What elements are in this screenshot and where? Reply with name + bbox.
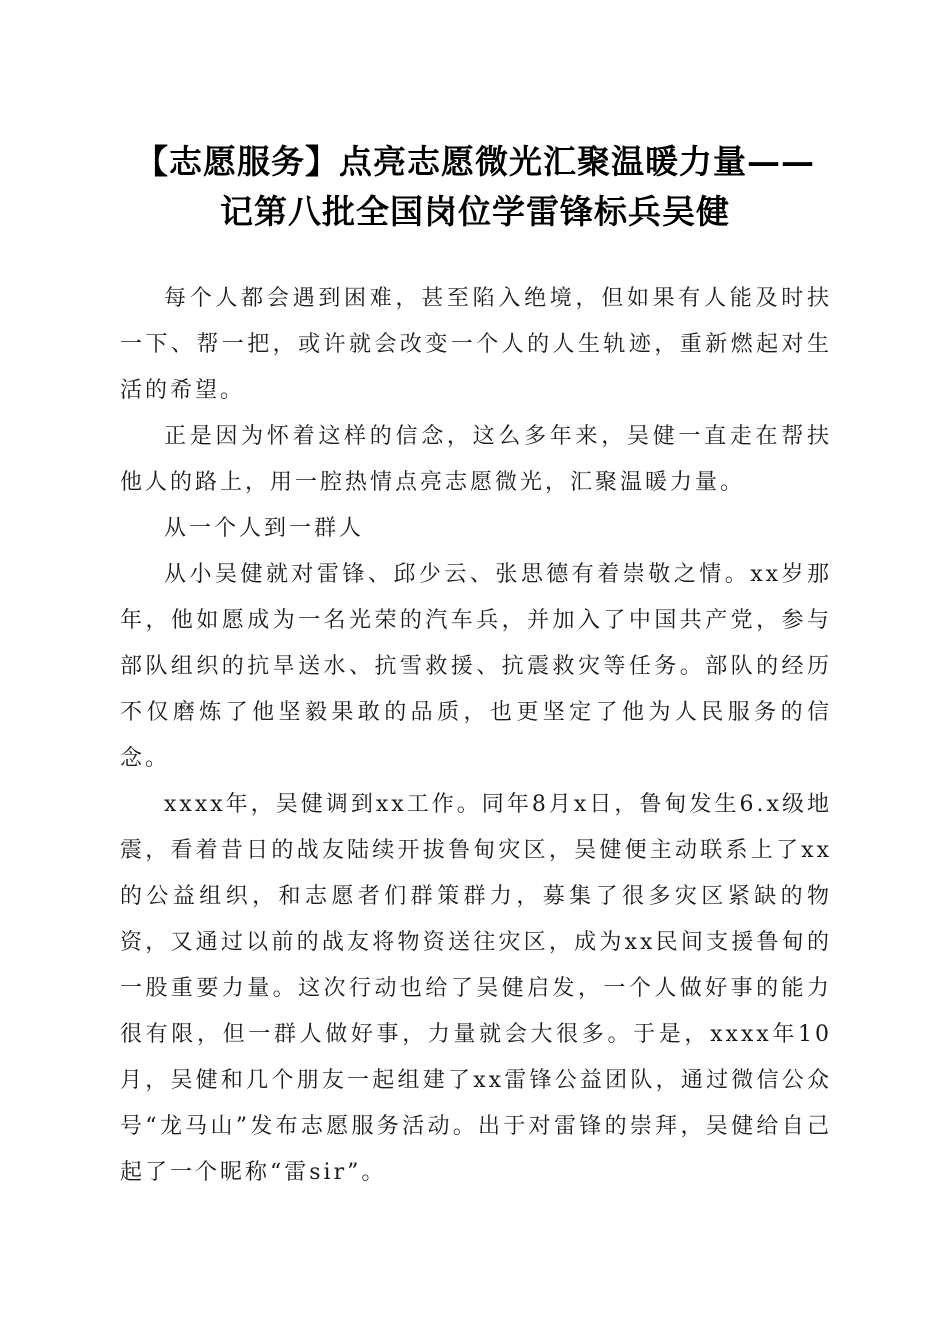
document-body xyxy=(120,276,832,1196)
paragraph: 正是因为怀着这样的信念，这么多年来，吴健一直走在帮扶他人的路上，用一腔热情点亮志愿微光，汇聚温暖力量。 xyxy=(120,424,832,495)
title-line-1: 【志愿服务】点亮志愿微光汇聚温暖力量—— xyxy=(135,142,815,181)
paragraph: 从小吴健就对雷锋、邱少云、张思德有着崇敬之情。xx岁那年，他如愿成为一名光荣的汽车兵，并加入了中国共产党，参与部队组织的抗旱送水、抗雪救援、抗震救灾等任务。部队的经历不仅磨炼了他坚毅果敢的品质，也更坚定了他为人民服务的信念。 xyxy=(120,562,832,771)
paragraph: xxxx年，吴健调到xx工作。同年8月x日，鲁甸发生6.x级地震，看着昔日的战友陆续开拔鲁甸灾区，吴健便主动联系上了xx的公益组织，和志愿者们群策群力，募集了很多灾区紧缺的物资，又通过以前的战友将物资送往灾区，成为xx民间支援鲁甸的一股重要力量。这次行动也给了吴健启发，一个人做好事的能力很有限，但一群人做好事，力量就会大很多。于是，xxxx年10月，吴健和几个朋友一起组建了xx雷锋公益团队，通过微信公众号“龙马山”发布志愿服务活动。出于对雷锋的崇拜，吴健给自己起了一个昵称“雷sir”。 xyxy=(120,792,832,1185)
title-line-2: 记第八批全国岗位学雷锋标兵吴健 xyxy=(220,192,730,231)
section-heading: 从一个人到一群人 xyxy=(164,516,365,541)
paragraph: 每个人都会遇到困难，甚至陷入绝境，但如果有人能及时扶一下、帮一把，或许就会改变一个人的人生轨迹，重新燃起对生活的希望。 xyxy=(120,286,832,403)
document-title xyxy=(100,137,850,237)
